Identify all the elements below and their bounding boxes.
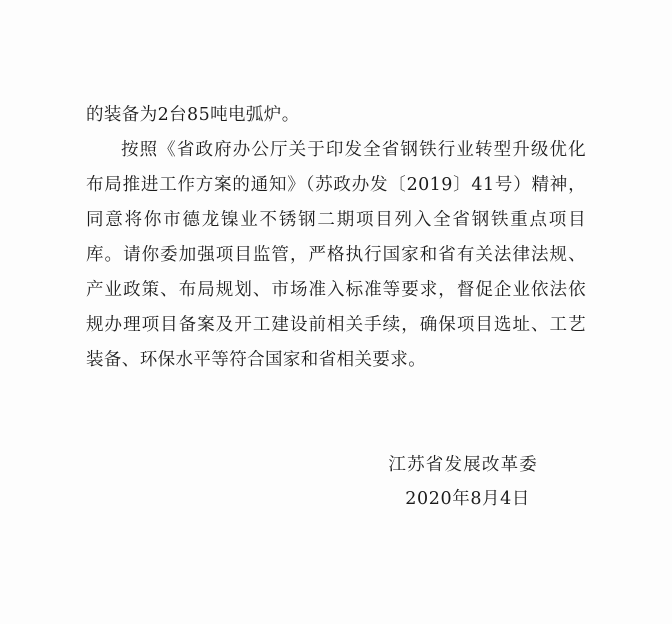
signature-date: 2020年8月4日 — [405, 489, 530, 509]
signature-block — [86, 448, 586, 516]
paragraph-opening: 的装备为2台85吨电弧炉。 — [86, 105, 300, 125]
signature-issuer: 江苏省发展改革委 — [388, 455, 538, 475]
paragraph-main: 按照《省政府办公厅关于印发全省钢铁行业转型升级优化布局推进工作方案的通知》（苏政办发〔2019〕41号）精神，同意将你市德龙镍业不锈钢二期项目列入全省钢铁重点项目库。请你委加强项目监管，严格执行国家和省有关法律法规、产业政策、布局规划、市场准入标准等要求，督促企业依法依规办理项目备案及开工建设前相关手续，确保项目选址、工艺装备、环保水平等符合国家和省相关要求。 — [86, 140, 586, 370]
document-body — [86, 98, 586, 378]
